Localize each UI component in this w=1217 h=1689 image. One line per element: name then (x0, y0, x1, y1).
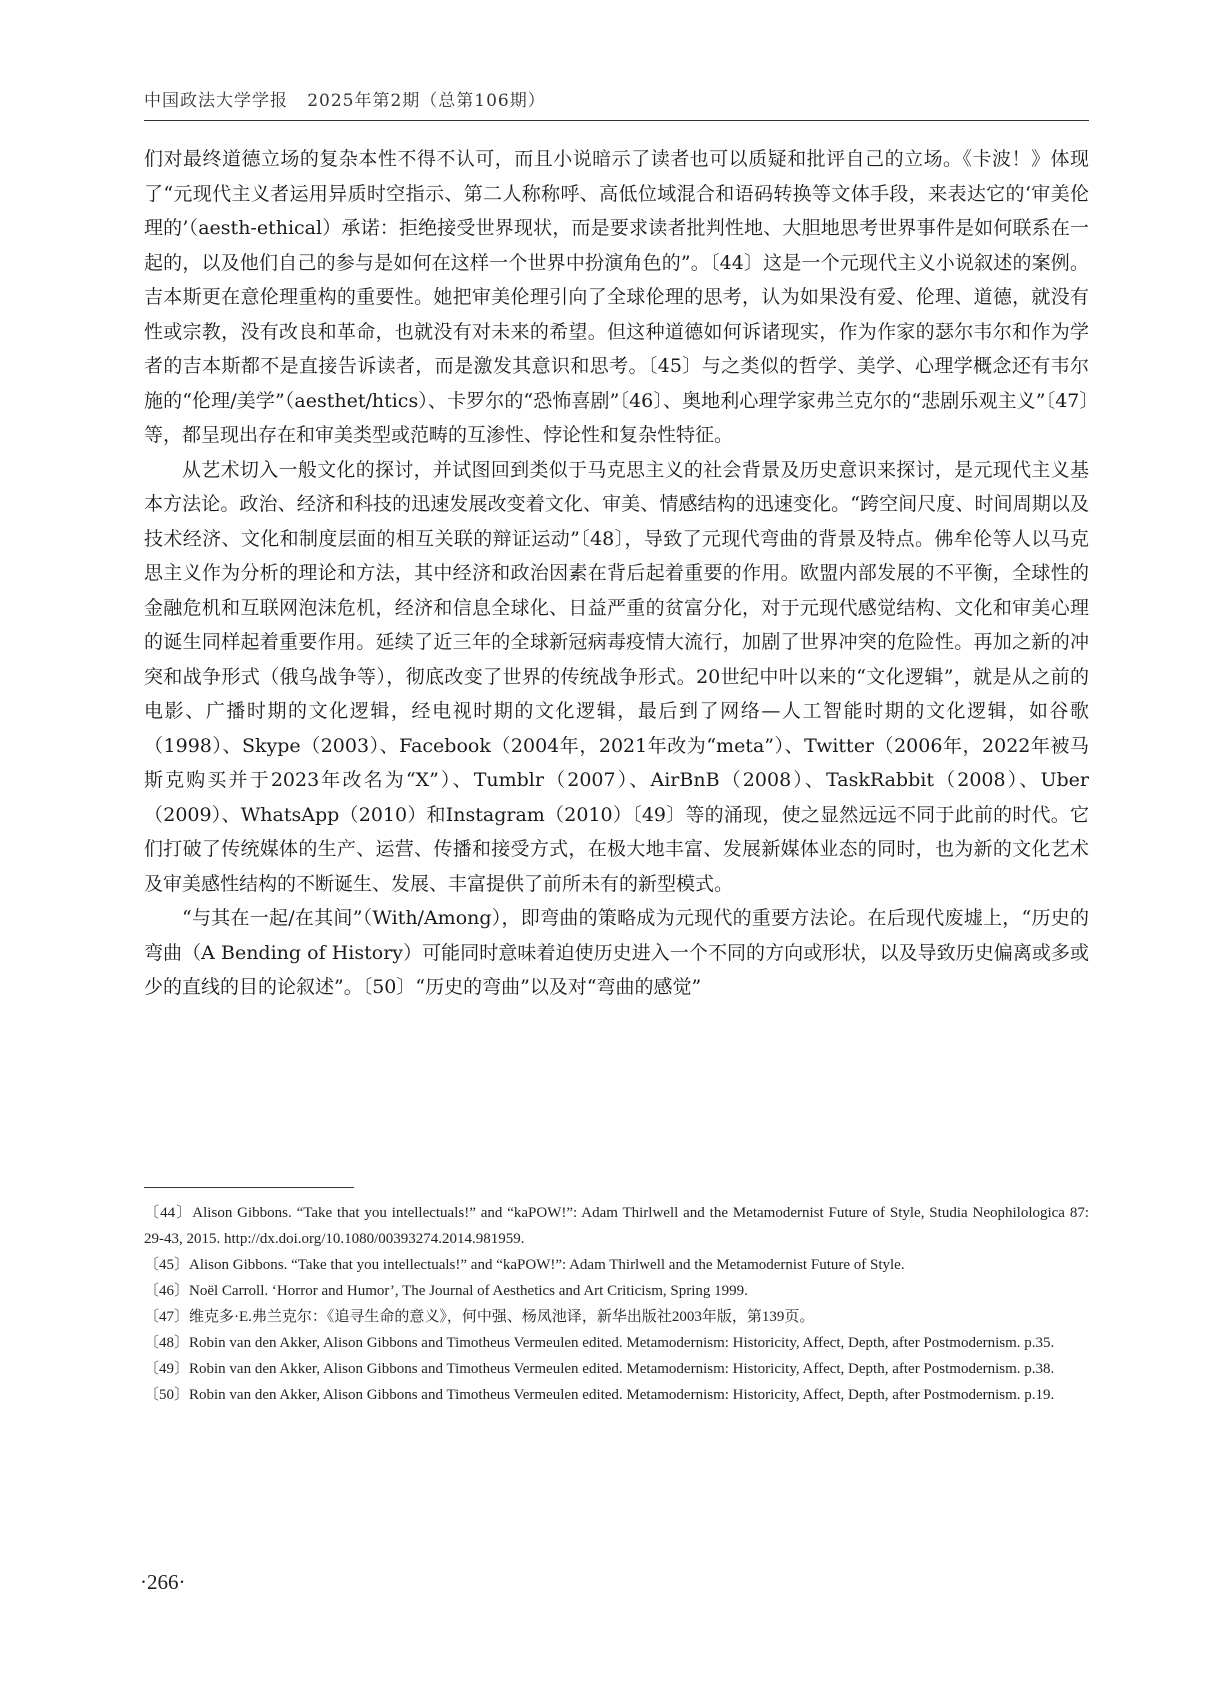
paragraph-continued: 们对最终道德立场的复杂本性不得不认可，而且小说暗示了读者也可以质疑和批评自己的立场。《卡波！》体现了“元现代主义者运用异质时空指示、第二人称称呼、高低位域混合和语码转换等文体手段，来表达它的‘审美伦理的’（aesth-ethical）承诺：拒绝接受世界现状，而是要求读者批判性地、大胆地思考世界事件是如何联系在一起的，以及他们自己的参与是如何在这样一个世界中扮演角色的”。〔44〕这是一个元现代主义小说叙述的案例。吉本斯更在意伦理重构的重要性。她把审美伦理引向了全球伦理的思考，认为如果没有爱、伦理、道德，就没有性或宗教，没有改良和革命，也就没有对未来的希望。但这种道德如何诉诸现实，作为作家的瑟尔韦尔和作为学者的吉本斯都不是直接告诉读者，而是激发其意识和思考。〔45〕与之类似的哲学、美学、心理学概念还有韦尔施的“伦理/美学”（aesthet/htics）、卡罗尔的“恐怖喜剧”〔46〕、奥地利心理学家弗兰克尔的“悲剧乐观主义”〔47〕等，都呈现出存在和审美类型或范畴的互渗性、悖论性和复杂性特征。 (144, 148, 1089, 446)
header-rule (144, 120, 1089, 121)
footnotes (144, 1200, 1089, 1408)
footnote-rule (144, 1187, 354, 1188)
journal-name: 中国政法大学学报 (144, 91, 288, 111)
footnote-49: 〔49〕Robin van den Akker, Alison Gibbons and Timotheus Vermeulen edited. Metamodernism: Historicity, Affect, Depth, after Postmodernism. p.38. (144, 1361, 1055, 1377)
footnote-48: 〔48〕Robin van den Akker, Alison Gibbons and Timotheus Vermeulen edited. Metamodernism: Historicity, Affect, Depth, after Postmodernism. p.35. (144, 1335, 1055, 1351)
running-header (144, 86, 1089, 111)
issue-info: 2025年第2期（总第106期） (307, 91, 546, 111)
footnote-47: 〔47〕维克多·E.弗兰克尔：《追寻生命的意义》，何中强、杨凤池译，新华出版社2003年版，第139页。 (144, 1309, 815, 1325)
page-number: ·266· (140, 1570, 186, 1594)
footnote-46: 〔46〕Noël Carroll. ‘Horror and Humor’, The Journal of Aesthetics and Art Criticism, Spring 1999. (144, 1283, 748, 1299)
paragraph: 从艺术切入一般文化的探讨，并试图回到类似于马克思主义的社会背景及历史意识来探讨，是元现代主义基本方法论。政治、经济和科技的迅速发展改变着文化、审美、情感结构的迅速变化。“跨空间尺度、时间周期以及技术经济、文化和制度层面的相互关联的辩证运动”〔48〕，导致了元现代弯曲的背景及特点。佛牟伦等人以马克思主义作为分析的理论和方法，其中经济和政治因素在背后起着重要的作用。欧盟内部发展的不平衡，全球性的金融危机和互联网泡沫危机，经济和信息全球化、日益严重的贫富分化，对于元现代感觉结构、文化和审美心理的诞生同样起着重要作用。延续了近三年的全球新冠病毒疫情大流行，加剧了世界冲突的危险性。再加之新的冲突和战争形式（俄乌战争等），彻底改变了世界的传统战争形式。20世纪中叶以来的“文化逻辑”，就是从之前的电影、广播时期的文化逻辑，经电视时期的文化逻辑，最后到了网络—人工智能时期的文化逻辑，如谷歌（1998）、Skype（2003）、Facebook（2004年，2021年改为“meta”）、Twitter（2006年，2022年被马斯克购买并于2023年改名为“X”）、Tumblr（2007）、AirBnB（2008）、TaskRabbit（2008）、Uber（2009）、WhatsApp（2010）和Instagram（2010）〔49〕等的涌现，使之显然远远不同于此前的时代。它们打破了传统媒体的生产、运营、传播和接受方式，在极大地丰富、发展新媒体业态的同时，也为新的文化艺术及审美感性结构的不断诞生、发展、丰富提供了前所未有的新型模式。 (144, 458, 1089, 895)
footnote-50: 〔50〕Robin van den Akker, Alison Gibbons and Timotheus Vermeulen edited. Metamodernism: Historicity, Affect, Depth, after Postmodernism. p.19. (144, 1387, 1055, 1403)
footnote-44: 〔44〕Alison Gibbons. “Take that you intellectuals!” and “kaPOW!”: Adam Thirlwell and the Metamodernist Future of Style, Studia Neophilologica 87: 29-43, 2015. http://dx.doi.org/10.1080/00393274.2014.981959. (144, 1205, 1089, 1247)
body-text (144, 142, 1089, 1005)
paragraph: “与其在一起/在其间”（With/Among），即弯曲的策略成为元现代的重要方法论。在后现代废墟上，“历史的弯曲（A Bending of History）可能同时意味着迫使历史进入一个不同的方向或形状，以及导致历史偏离或多或少的直线的目的论叙述”。〔50〕“历史的弯曲”以及对“弯曲的感觉” (144, 907, 1089, 998)
footnote-45: 〔45〕Alison Gibbons. “Take that you intellectuals!” and “kaPOW!”: Adam Thirlwell and the Metamodernist Future of Style. (144, 1257, 905, 1273)
